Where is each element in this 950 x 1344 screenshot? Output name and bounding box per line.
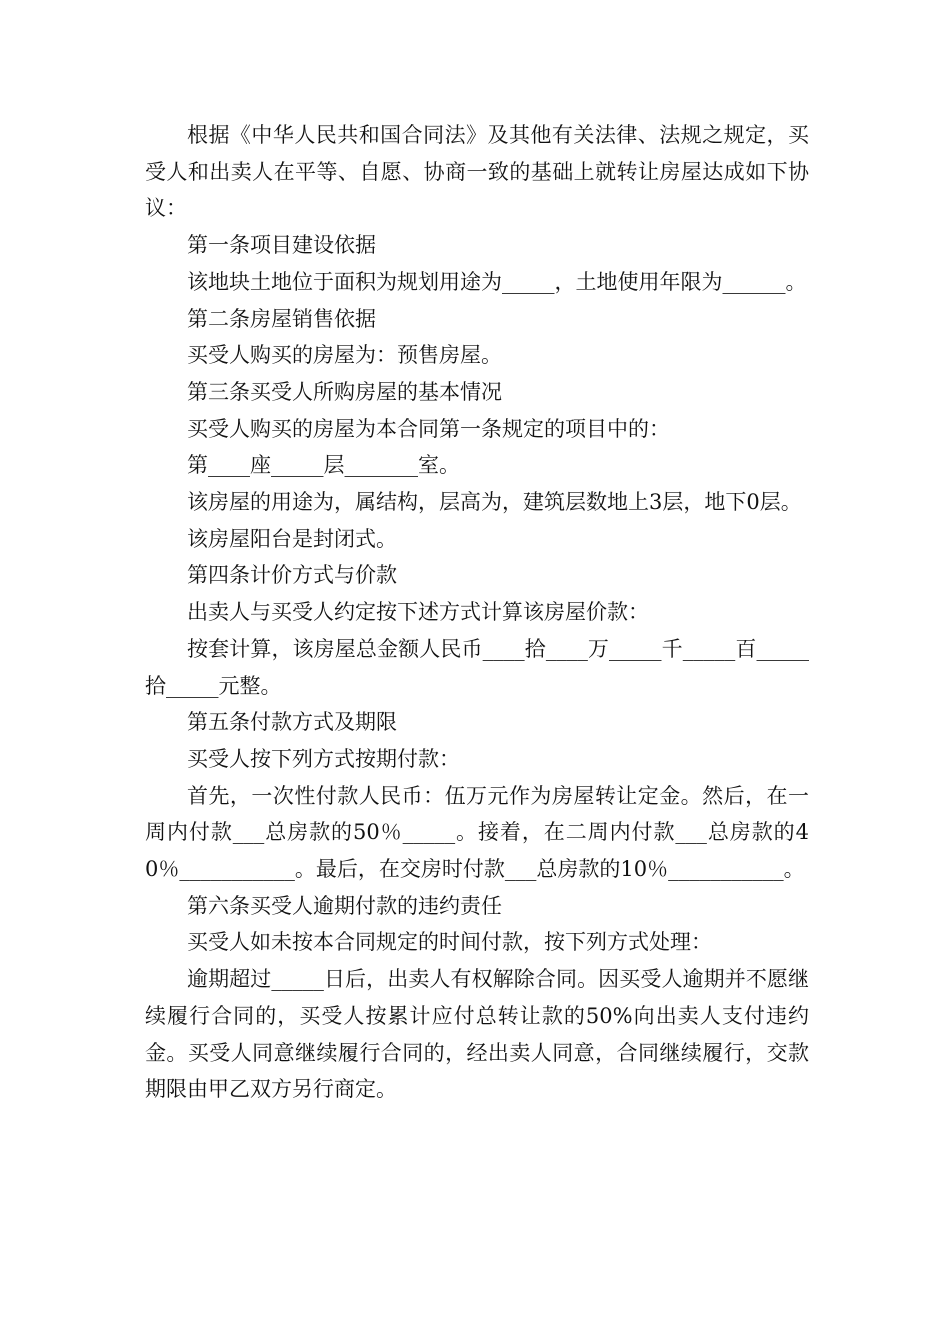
- article-6-text-2: 逾期超过_____日后，出卖人有权解除合同。因买受人逾期并不愿继续履行合同的，买受人按累计应付总转让款的50%向出卖人支付违约金。买受人同意继续履行合同的，经出卖人同意，合同继续履行，交款期限由甲乙双方另行商定。: [145, 967, 809, 1102]
- article-3-text-1: 买受人购买的房屋为本合同第一条规定的项目中的：: [187, 416, 670, 441]
- article-4-heading: 第四条计价方式与价款: [187, 563, 397, 588]
- article-3-text-4: 该房屋阳台是封闭式。: [187, 526, 397, 551]
- article-3-text-2: 第____座_____层_______室。: [187, 453, 460, 478]
- article-5-text-1: 买受人按下列方式按期付款：: [187, 746, 460, 771]
- document-page: [145, 117, 809, 1108]
- article-1-heading: 第一条项目建设依据: [187, 233, 376, 258]
- article-3-text-3: 该房屋的用途为，属结构，层高为，建筑层数地上3层，地下0层。: [187, 490, 802, 515]
- article-5-heading: 第五条付款方式及期限: [187, 710, 397, 735]
- article-3-heading: 第三条买受人所购房屋的基本情况: [187, 379, 502, 404]
- intro-paragraph: 根据《中华人民共和国合同法》及其他有关法律、法规之规定，买受人和出卖人在平等、自愿、协商一致的基础上就转让房屋达成如下协议：: [145, 123, 809, 221]
- article-1-text: 该地块土地位于面积为规划用途为_____，土地使用年限为______。: [187, 269, 807, 294]
- article-6-heading: 第六条买受人逾期付款的违约责任: [187, 893, 502, 918]
- article-4-text-1: 出卖人与买受人约定按下述方式计算该房屋价款：: [187, 600, 649, 625]
- article-5-text-2: 首先，一次性付款人民币：伍万元作为房屋转让定金。然后，在一周内付款___总房款的50％_____。接着，在二周内付款___总房款的40％___________。最后，在交房时付款___总房款的10％___________。: [145, 783, 809, 882]
- article-6-text-1: 买受人如未按本合同规定的时间付款，按下列方式处理：: [187, 930, 712, 955]
- article-2-heading: 第二条房屋销售依据: [187, 306, 376, 331]
- article-4-text-2: 按套计算，该房屋总金额人民币____拾____万_____千_____百_____拾_____元整。: [145, 636, 809, 698]
- article-2-text: 买受人购买的房屋为：预售房屋。: [187, 343, 502, 368]
